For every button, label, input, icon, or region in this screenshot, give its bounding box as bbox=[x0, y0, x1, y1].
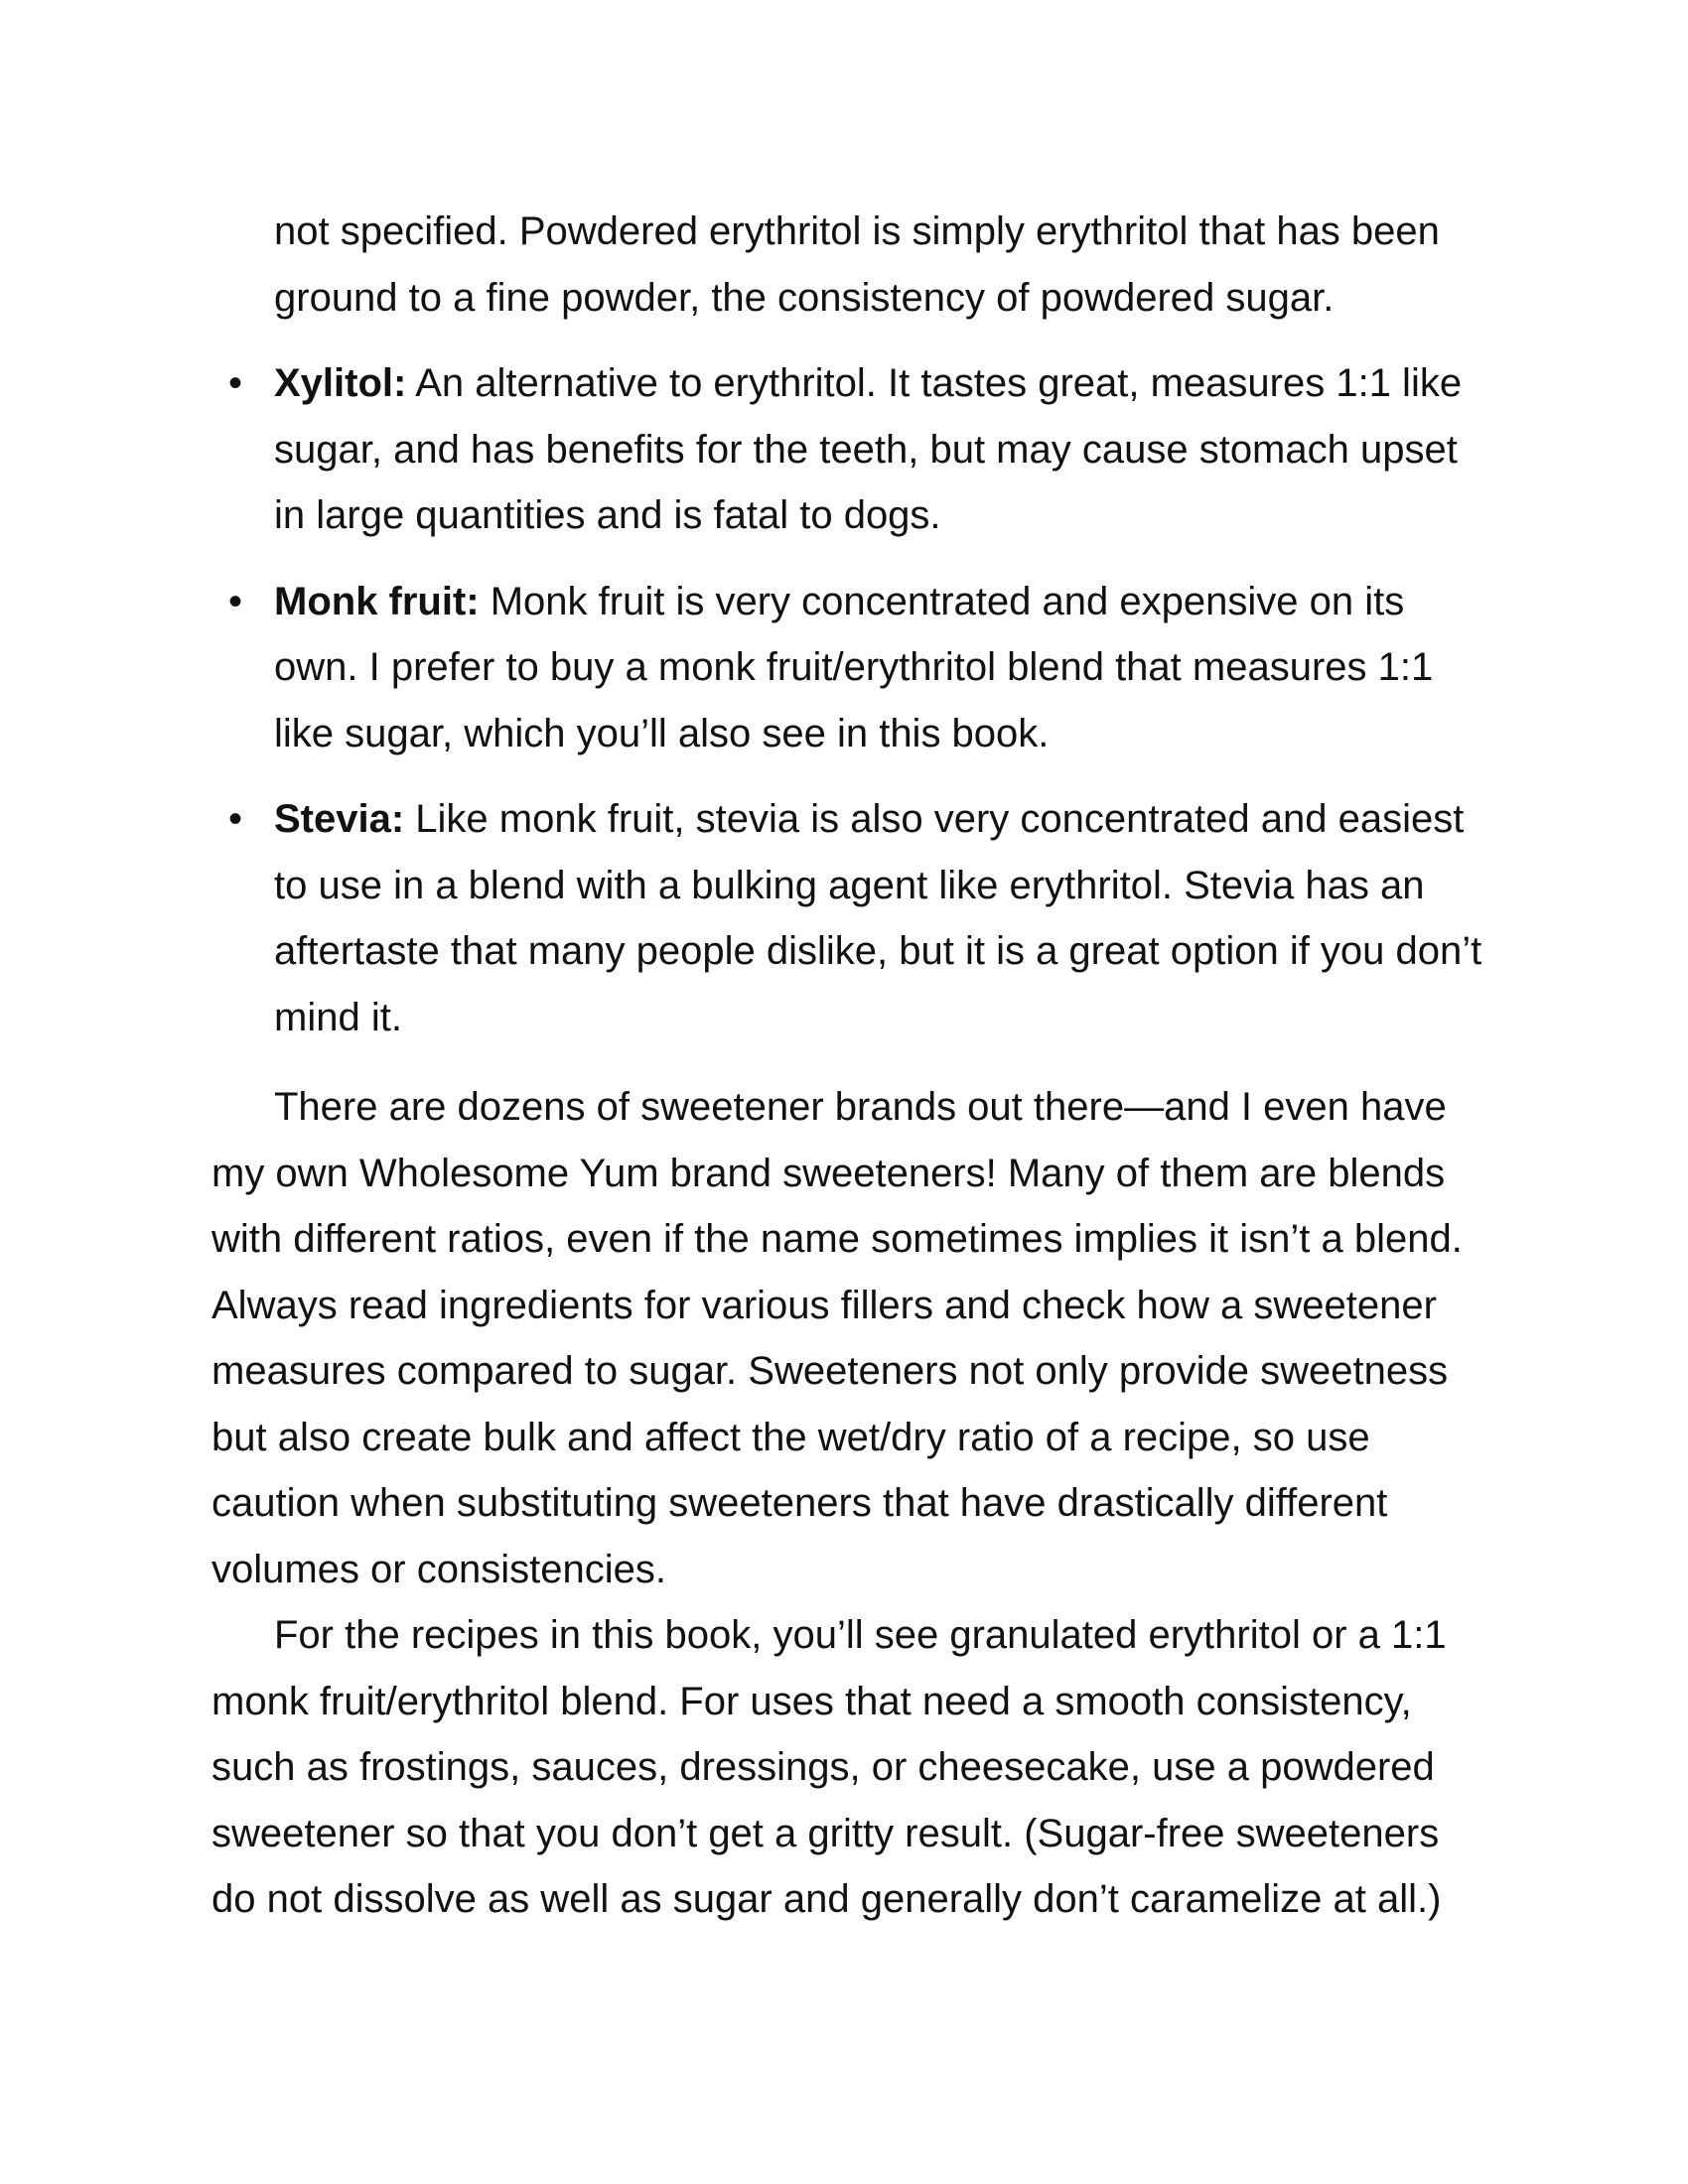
continuation-text: not specified. Powdered erythritol is simply erythritol that has been ground to a fine powder, the consistency of powdered sugar. bbox=[274, 209, 1440, 320]
list-item-stevia bbox=[211, 786, 1492, 1050]
paragraph-recipes: For the recipes in this book, you’ll see granulated erythritol or a 1:1 monk fruit/erythritol blend. For uses that need a smooth consistency, such as frostings, sauces, dressings, or cheesecake, use a powdered sweetener so that you don’t get a gritty result. (Sugar-free sweeteners do not dissolve as well as sugar and generally don’t caramelize at all.) bbox=[211, 1613, 1447, 1921]
list-item-text: An alternative to erythritol. It tastes great, measures 1:1 like sugar, and has benefits for the teeth, but may cause stomach upset in large quantities and is fatal to dogs. bbox=[274, 361, 1463, 537]
list-item-monk-fruit bbox=[211, 569, 1492, 767]
bullet-icon: • bbox=[228, 579, 243, 623]
list-item-xylitol bbox=[211, 350, 1492, 549]
page-body bbox=[211, 199, 1492, 1933]
list-item-term: Stevia: bbox=[274, 797, 405, 841]
paragraph-brands: There are dozens of sweetener brands out there—and I even have my own Wholesome Yum brand sweeteners! Many of them are blends with different ratios, even if the name sometimes implies it isn’t a blend. Always read ingredients for various fillers and check how a sweetener measures compared to sugar. Sweeteners not only provide sweetness but also create bulk and affect the wet/dry ratio of a recipe, so use caution when substituting sweeteners that have drastically different volumes or consistencies. bbox=[211, 1085, 1463, 1591]
list-item-text: Monk fruit is very concentrated and expensive on its own. I prefer to buy a monk fruit/erythritol blend that measures 1:1 like sugar, which you’ll also see in this book. bbox=[274, 579, 1434, 755]
list-item-term: Monk fruit: bbox=[274, 579, 480, 623]
bullet-icon: • bbox=[228, 361, 243, 405]
sweetener-list bbox=[211, 350, 1492, 1050]
list-item-text: Like monk fruit, stevia is also very concentrated and easiest to use in a blend with a bulking agent like erythritol. Stevia has an aftertaste that many people dislike, but it is a great option if you don’t mind it. bbox=[274, 797, 1482, 1039]
bullet-icon: • bbox=[228, 797, 243, 841]
list-item-term: Xylitol: bbox=[274, 361, 407, 405]
